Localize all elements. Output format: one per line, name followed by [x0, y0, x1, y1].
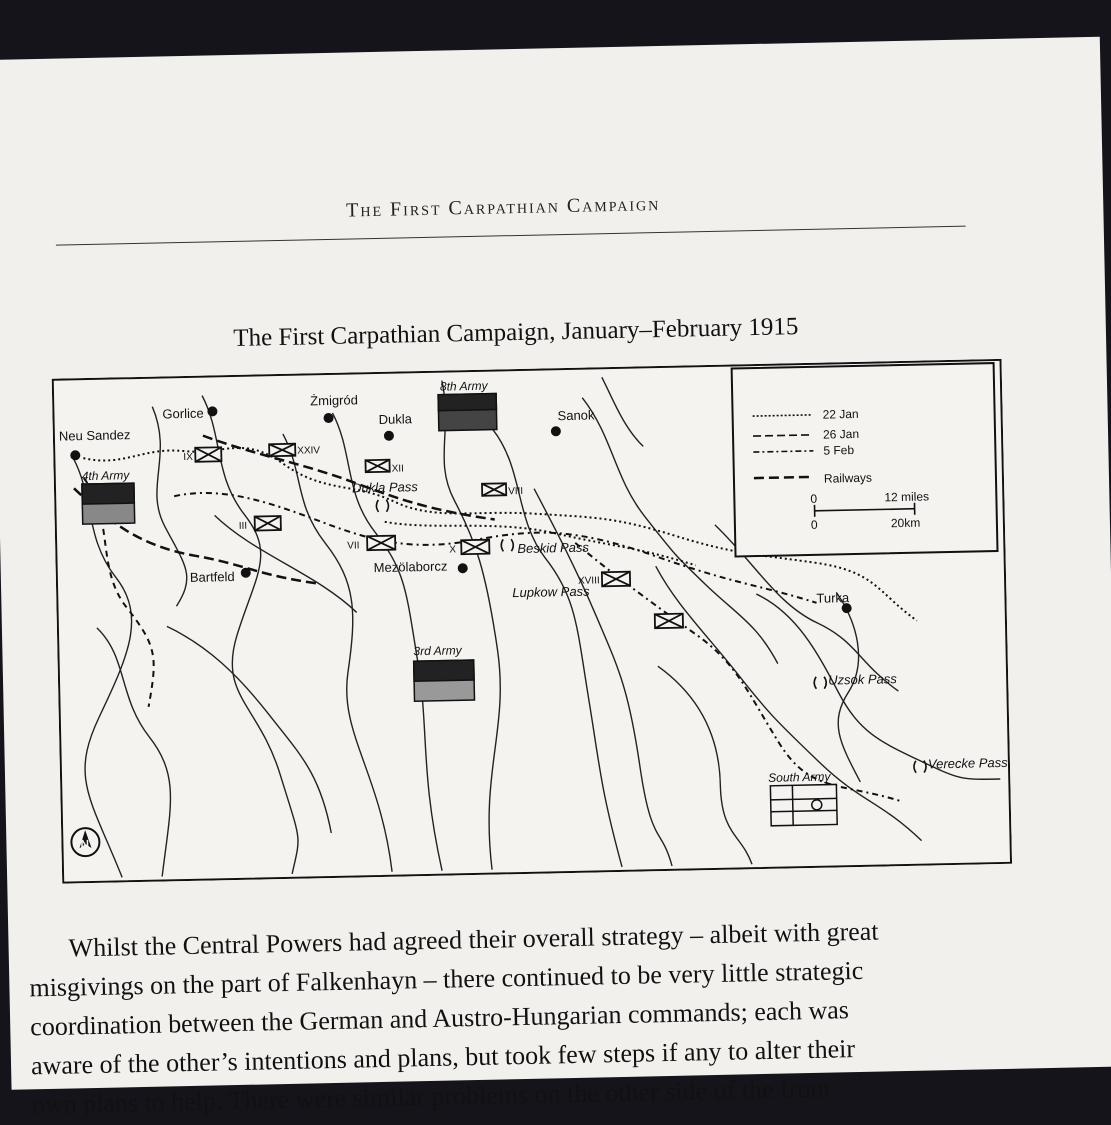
label-4th-army: 4th Army — [82, 468, 131, 483]
label-verecke-pass: Verecke Pass — [928, 755, 1009, 772]
north-arrow-icon — [71, 828, 100, 857]
book-page — [0, 37, 1111, 1090]
label-corps-x: X — [449, 544, 456, 555]
legend-26-jan: 26 Jan — [823, 427, 859, 442]
header-rule — [56, 226, 966, 246]
map-legend — [732, 363, 998, 556]
body-paragraph — [28, 907, 1082, 1124]
label-south-army: South Army — [768, 770, 832, 785]
label-corps-xxiv: XXIV — [297, 445, 320, 456]
label-sanok: Sanok — [557, 407, 595, 423]
label-corps-ix: IX — [183, 452, 193, 463]
label-8th-army: 8th Army — [440, 379, 489, 394]
legend-scale-km: 20km — [891, 516, 921, 531]
body-line: Whilst the Central Powers had agreed their overall strategy – albeit with great — [28, 907, 1079, 968]
body-line: coordination between the German and Austro-Hungarian commands; each was — [30, 985, 1081, 1046]
legend-5-feb: 5 Feb — [823, 443, 854, 458]
label-lupkow-pass: Lupkow Pass — [512, 584, 590, 601]
label-bartfeld: Bartfeld — [190, 569, 235, 585]
label-neu-sandez: Neu Sandez — [59, 427, 131, 443]
body-line: own plans to help. There were similar problems on the other side of the front — [31, 1063, 1082, 1124]
running-head: The First Carpathian Campaign — [0, 186, 1013, 230]
label-uzsok-pass: Uzsok Pass — [828, 671, 897, 687]
body-line: misgivings on the part of Falkenhayn – there continued to be very little strategic — [29, 946, 1080, 1007]
label-corps-xii: XII — [392, 463, 404, 474]
label-corps-iii: III — [239, 521, 248, 532]
label-turka: Turka — [816, 590, 850, 606]
label-3rd-army: 3rd Army — [413, 643, 463, 658]
label-dukla-pass: Dukla Pass — [352, 479, 419, 495]
label-gorlice: Gorlice — [162, 406, 203, 422]
label-zmigrod: Żmigród — [310, 392, 358, 408]
label-corps-viii: VIII — [508, 486, 523, 497]
legend-scale-miles: 12 miles — [884, 489, 929, 504]
legend-22-jan: 22 Jan — [822, 407, 858, 422]
label-mezolaborcz: Mezölaborcz — [374, 559, 448, 576]
campaign-map — [52, 359, 1012, 884]
label-corps-vii: VII — [347, 540, 359, 551]
label-corps-xviii: XVIII — [578, 575, 600, 586]
label-dukla: Dukla — [378, 411, 412, 427]
label-beskid-pass: Beskid Pass — [517, 540, 589, 557]
map-title: The First Carpathian Campaign, January–February 1915 — [156, 312, 876, 355]
north-label: N — [80, 837, 89, 851]
body-line: aware of the other’s intentions and plans, but took few steps if any to alter their — [31, 1024, 1082, 1085]
legend-railways: Railways — [824, 471, 872, 486]
legend-scale-zero-km: 0 — [811, 518, 818, 532]
legend-scale-zero: 0 — [810, 492, 817, 506]
